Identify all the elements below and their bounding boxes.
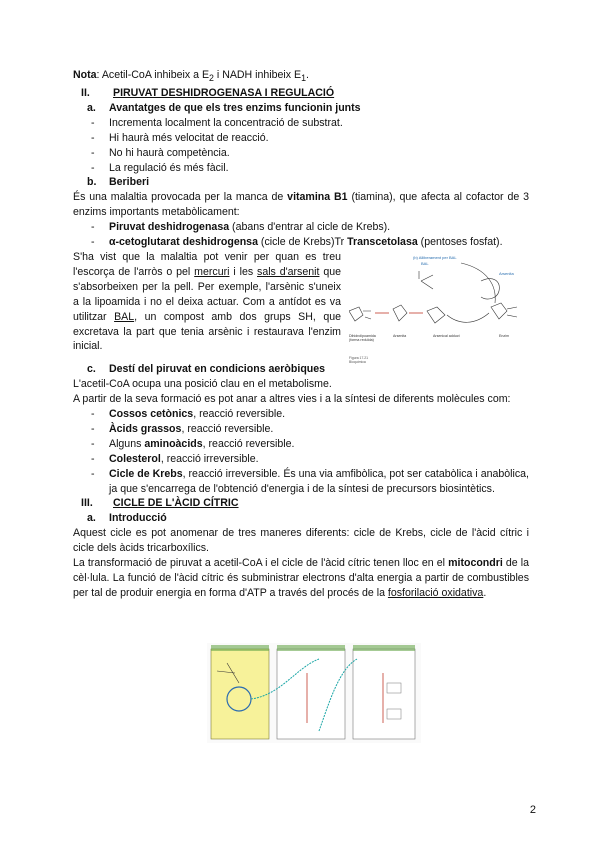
list-item: - No hi haurà competència.: [91, 146, 230, 159]
piruvat-para-1: L'acetil-CoA ocupa una posició clau en el metabolisme.: [73, 378, 332, 391]
krebs-para-1: Aquest cicle es pot anomenar de tres maneres diferents: cicle de Krebs, cicle de l'àcid cítric i cicle dels àcids tricarboxílics.: [73, 527, 529, 555]
list-2a: [73, 116, 529, 176]
subsection-3a-heading: a. Introducció: [87, 512, 167, 525]
svg-text:BAL: BAL: [421, 260, 429, 266]
svg-text:Bioquímica: Bioquímica: [349, 359, 366, 364]
citric-acid-cycle-figure: [207, 643, 421, 743]
page-number: 2: [529, 804, 536, 817]
krebs-para-2: La transformació de piruvat a acetil-CoA i el cicle de l'àcid cítric tenen lloc en el mitocondri de la cèl·lula. La funció de l'àcid cítric és subministrar electrons d'alta energia a partir de combustibles per tal de produir energia en forma d'ATP a través del procés de la fosforilació oxidativa.: [73, 557, 529, 599]
list-item: - Colesterol, reacció irreversible.: [91, 452, 259, 465]
list-item: - La regulació és més fàcil.: [91, 161, 229, 174]
svg-text:(b) Alliberament per BAL: (b) Alliberament per BAL: [413, 254, 457, 260]
section3-heading: III. CICLE DE L'ÀCID CÍTRIC: [81, 497, 239, 510]
section2-heading: II. PIRUVAT DESHIDROGENASA I REGULACIÓ: [81, 87, 335, 100]
section2-title: PIRUVAT DESHIDROGENASA I REGULACIÓ: [113, 87, 335, 100]
subsection-2b-heading: b. Beriberi: [87, 176, 150, 189]
page-content: [73, 68, 529, 601]
subsection-2c-heading: c. Destí del piruvat en condicions aeròbiques: [87, 363, 326, 376]
arsenite-lipoamide-figure: [349, 251, 529, 375]
svg-text:Arsenita: Arsenita: [393, 333, 407, 338]
list-item: - Cossos cetònics, reacció reversible.: [91, 408, 286, 421]
svg-text:Arsenical adduct: Arsenical adduct: [433, 333, 460, 338]
beriberi-intro: És una malaltia provocada per la manca de vitamina B1 (tiamina), que afecta al cofactor de 3 enzims importants metabòlicament:: [73, 191, 530, 219]
list-item: - α-cetoglutarat deshidrogensa (cicle de Krebs)Tr Transcetolasa (pentoses fosfat).: [91, 236, 503, 249]
section3-title: CICLE DE L'ÀCID CÍTRIC: [113, 497, 239, 510]
subsection-2a-heading: a. Avantatges de que els tres enzims funcionin junts: [87, 101, 361, 114]
piruvat-para-2: A partir de la seva formació es pot anar a altres vies i a la síntesi de diferents molècules com:: [73, 393, 511, 406]
list-item: - Hi haurà més velocitat de reacció.: [91, 131, 269, 144]
list-item: - Cicle de Krebs, reacció irreversible. És una via amfibòlica, pot ser catabòlica i anabòlica, ja que s'encarrega de l'obtenció d'energia i de la síntesi de precursors biosintètics.: [91, 467, 529, 495]
nota-line: Nota: Acetil-CoA inhibeix a $E_2$ i NADH inhibeix $E_1$.: [73, 69, 309, 84]
list-item: - Piruvat deshidrogenasa (abans d'entrar al cicle de Krebs).: [91, 221, 391, 234]
svg-text:Arsenita: Arsenita: [499, 270, 514, 276]
list-2c: [73, 407, 529, 496]
list-item: - Alguns aminoàcids, reacció reversible.: [91, 437, 295, 450]
svg-text:Enzim: Enzim: [499, 333, 509, 338]
svg-text:Dihidrolipoamida: Dihidrolipoamida: [349, 333, 376, 338]
list-2b: [73, 220, 529, 250]
nota-label: Nota: [73, 69, 97, 81]
svg-text:(forma reduïda): (forma reduïda): [349, 337, 374, 342]
list-item: - Àcids grassos, reacció reversible.: [91, 422, 274, 435]
svg-text:Figura 17.21: Figura 17.21: [349, 355, 369, 360]
beriberi-paragraph: S'ha vist que la malaltia pot venir per quan es treu l'escorça de l'arròs o pel mercuri i les sals d'arsenit que s'absorbeixen per la pell. Per exemple, l'arsènic s'uneix a la lipoamida i no el deixa actuar. Com a antídot es va utilitzar BAL, un compost amb dos grups SH, que excretava la part que tenia arsènic i restaurava l'enzim inicial.: [73, 250, 342, 353]
list-item: - Incrementa localment la concentració de substrat.: [91, 116, 343, 129]
